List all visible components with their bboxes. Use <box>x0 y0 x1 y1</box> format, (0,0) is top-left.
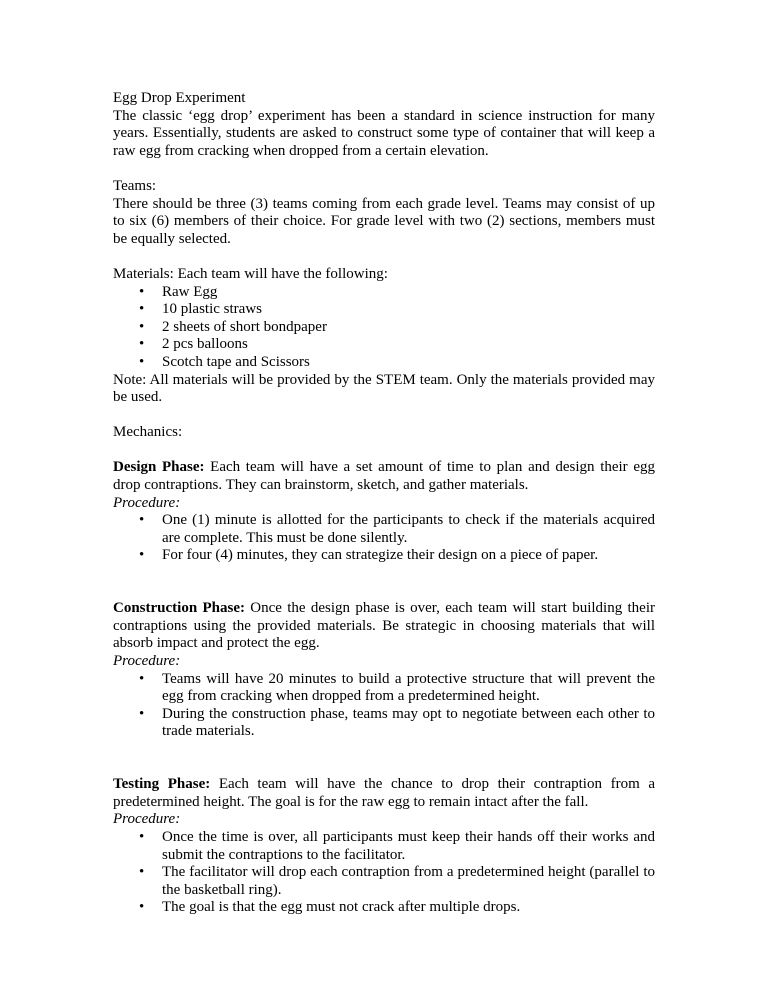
list-item: • One (1) minute is allotted for the participants to check if the materials acquired are complete. This must be done silently. <box>139 512 655 546</box>
bullet-icon: • <box>139 301 145 318</box>
construction-phase-label: Construction Phase: <box>113 600 245 617</box>
materials-list <box>113 284 655 372</box>
materials-note: Note: All materials will be provided by the STEM team. Only the materials provided may be used. <box>113 371 655 406</box>
procedure-label: Procedure: <box>113 811 181 828</box>
list-item: • The goal is that the egg must not crack after multiple drops. <box>139 899 521 916</box>
list-item: • During the construction phase, teams may opt to negotiate between each other to trade materials. <box>139 705 655 740</box>
mechanics-heading: Mechanics: <box>113 424 183 441</box>
bullet-icon: • <box>139 670 145 687</box>
procedure-label: Procedure: <box>113 494 181 511</box>
list-item: • Teams will have 20 minutes to build a protective structure that will prevent the egg from cracking when dropped from a predetermined height. <box>139 670 655 705</box>
list-item: • The facilitator will drop each contraption from a predetermined height (parallel to the basketball ring). <box>139 864 655 898</box>
list-item: • Raw Egg <box>139 283 218 300</box>
design-steps <box>113 512 655 565</box>
bullet-icon: • <box>139 899 145 916</box>
design-phase-label: Design Phase: <box>113 459 205 476</box>
design-phase-paragraph: Design Phase: Each team will have a set amount of time to plan and design their egg drop contraptions. They can brainstorm, sketch, and gather materials. <box>113 459 655 494</box>
list-item: • 10 plastic straws <box>139 301 262 318</box>
bullet-icon: • <box>139 336 145 353</box>
bullet-icon: • <box>139 512 145 529</box>
list-item: • Once the time is over, all participants must keep their hands off their works and submit the contraptions to the facilitator. <box>139 828 655 863</box>
document-page <box>113 90 655 917</box>
bullet-icon: • <box>139 353 145 370</box>
bullet-icon: • <box>139 828 145 845</box>
document-title: Egg Drop Experiment <box>113 90 246 106</box>
list-item: • 2 sheets of short bondpaper <box>139 318 327 335</box>
list-item: • 2 pcs balloons <box>139 336 248 353</box>
construction-phase-paragraph: Construction Phase: Once the design phase is over, each team will start building their contraptions using the provided materials. Be strategic in choosing materials that will absorb impact and protect the egg. <box>113 600 656 652</box>
testing-steps <box>113 829 655 917</box>
bullet-icon: • <box>139 864 145 881</box>
teams-paragraph: There should be three (3) teams coming from each grade level. Teams may consist of up to six (6) members of their choice. For grade level with two (2) sections, members must be equally selected. <box>113 195 655 247</box>
bullet-icon: • <box>139 547 145 564</box>
testing-phase-paragraph: Testing Phase: Each team will have the chance to drop their contraption from a predetermined height. The goal is for the raw egg to remain intact after the fall. <box>113 776 656 810</box>
materials-heading: Materials: Each team will have the following: <box>113 265 388 282</box>
intro-paragraph: The classic ‘egg drop’ experiment has been a standard in science instruction for many years. Essentially, students are asked to construct some type of container that will keep a raw egg from cracking when dropped from a certain elevation. <box>113 107 655 159</box>
list-item: • Scotch tape and Scissors <box>139 353 310 370</box>
construction-steps <box>113 671 655 741</box>
bullet-icon: • <box>139 705 145 722</box>
procedure-label: Procedure: <box>113 653 181 669</box>
list-item: • For four (4) minutes, they can strategize their design on a piece of paper. <box>139 547 599 564</box>
bullet-icon: • <box>139 318 145 335</box>
testing-phase-label: Testing Phase: <box>113 776 211 793</box>
bullet-icon: • <box>139 283 145 300</box>
teams-heading: Teams: <box>113 177 157 194</box>
